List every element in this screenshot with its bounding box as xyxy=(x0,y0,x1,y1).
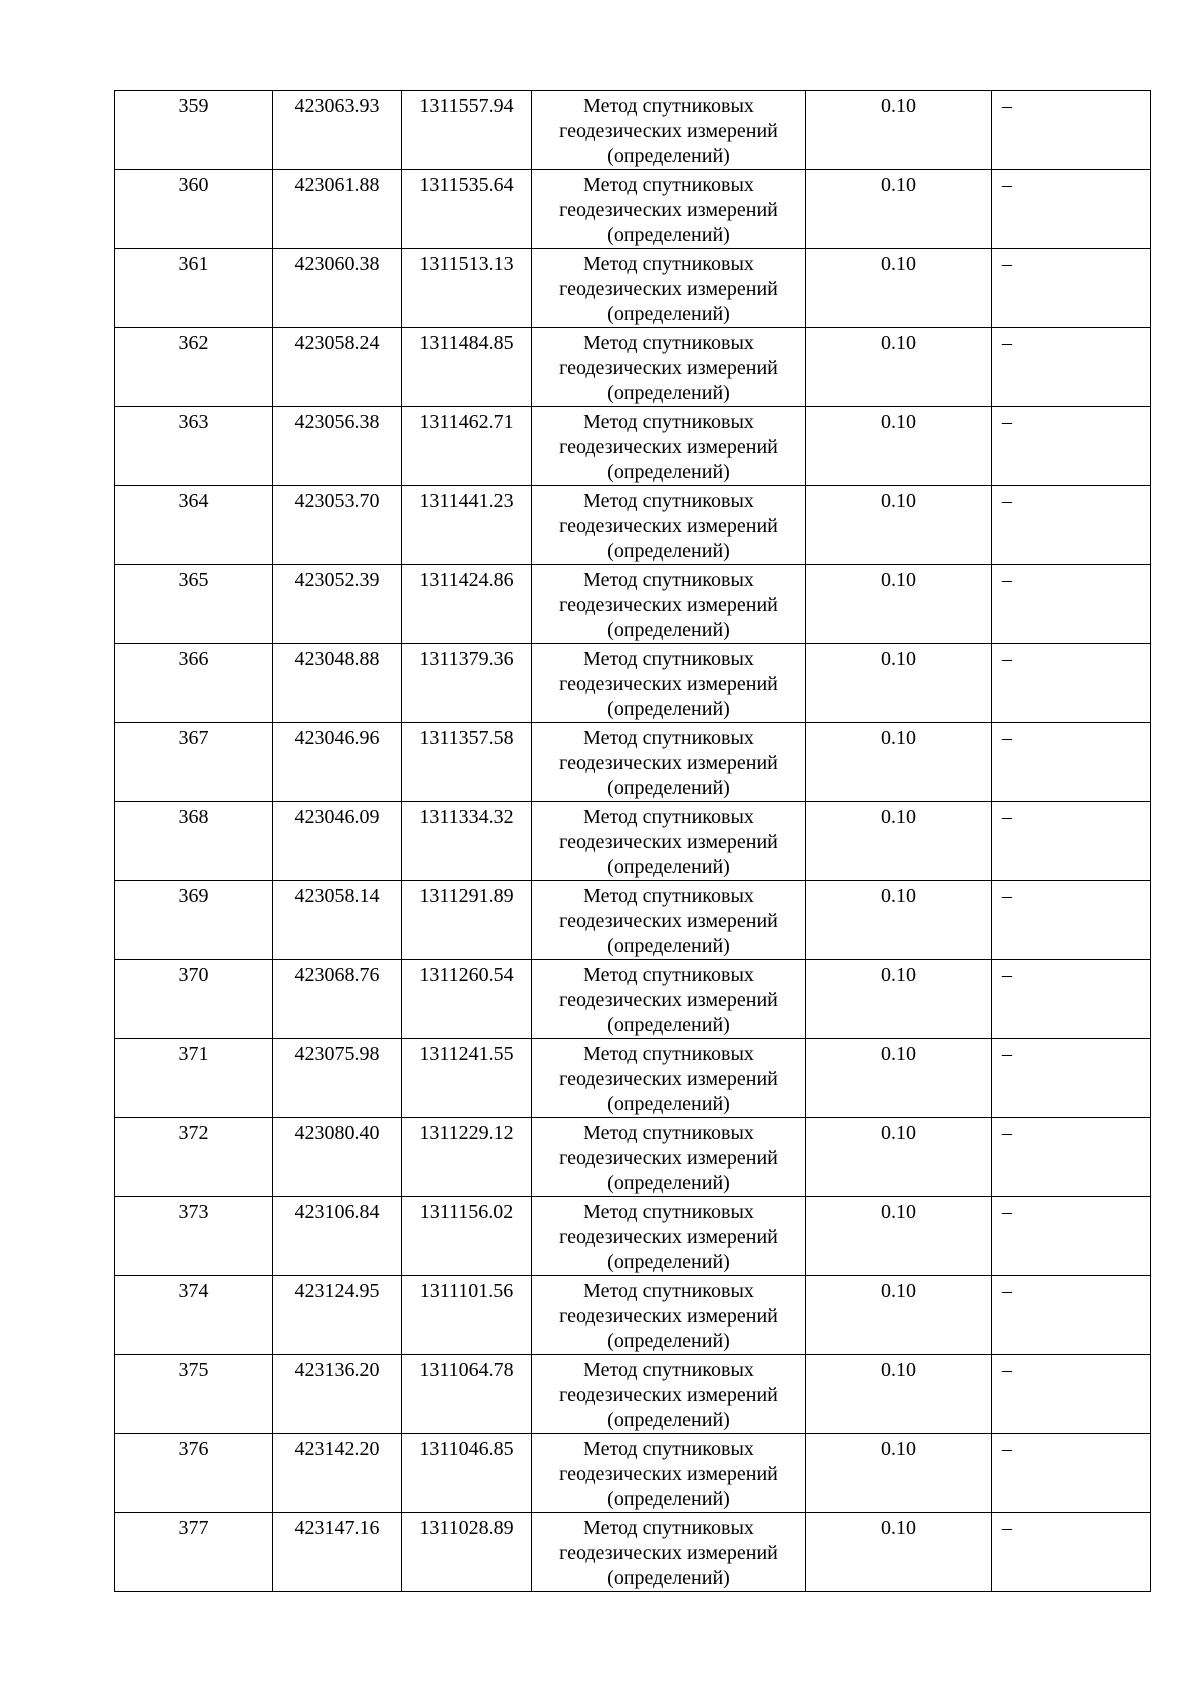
coord-y-cell: 1311229.12 xyxy=(402,1118,532,1197)
point-number-cell: 360 xyxy=(115,170,273,249)
coord-y-cell: 1311334.32 xyxy=(402,802,532,881)
table-row xyxy=(115,644,1151,723)
method-cell: Метод спутниковых геодезических измерений (определений) xyxy=(532,407,806,486)
accuracy-cell: 0.10 xyxy=(806,249,992,328)
note-cell: – xyxy=(992,881,1151,960)
table-row xyxy=(115,960,1151,1039)
point-number-cell: 370 xyxy=(115,960,273,1039)
note-cell: – xyxy=(992,565,1151,644)
coordinates-table xyxy=(114,90,1151,1592)
note-cell: – xyxy=(992,486,1151,565)
coord-x-cell: 423147.16 xyxy=(273,1513,402,1592)
coord-y-cell: 1311101.56 xyxy=(402,1276,532,1355)
coord-y-cell: 1311424.86 xyxy=(402,565,532,644)
point-number-cell: 376 xyxy=(115,1434,273,1513)
coord-x-cell: 423063.93 xyxy=(273,91,402,170)
table-row xyxy=(115,802,1151,881)
coord-y-cell: 1311064.78 xyxy=(402,1355,532,1434)
table-row xyxy=(115,1276,1151,1355)
point-number-cell: 361 xyxy=(115,249,273,328)
accuracy-cell: 0.10 xyxy=(806,1276,992,1355)
coord-x-cell: 423053.70 xyxy=(273,486,402,565)
coord-x-cell: 423106.84 xyxy=(273,1197,402,1276)
coord-x-cell: 423046.09 xyxy=(273,802,402,881)
point-number-cell: 365 xyxy=(115,565,273,644)
accuracy-cell: 0.10 xyxy=(806,881,992,960)
table-row xyxy=(115,723,1151,802)
table-row xyxy=(115,1434,1151,1513)
accuracy-cell: 0.10 xyxy=(806,802,992,881)
note-cell: – xyxy=(992,1276,1151,1355)
coord-x-cell: 423052.39 xyxy=(273,565,402,644)
method-cell: Метод спутниковых геодезических измерений (определений) xyxy=(532,1118,806,1197)
accuracy-cell: 0.10 xyxy=(806,1197,992,1276)
point-number-cell: 363 xyxy=(115,407,273,486)
note-cell: – xyxy=(992,1197,1151,1276)
note-cell: – xyxy=(992,328,1151,407)
note-cell: – xyxy=(992,960,1151,1039)
table-row xyxy=(115,1039,1151,1118)
note-cell: – xyxy=(992,249,1151,328)
point-number-cell: 371 xyxy=(115,1039,273,1118)
coord-x-cell: 423058.24 xyxy=(273,328,402,407)
table-row xyxy=(115,1197,1151,1276)
note-cell: – xyxy=(992,1434,1151,1513)
coord-y-cell: 1311484.85 xyxy=(402,328,532,407)
table-row xyxy=(115,328,1151,407)
point-number-cell: 362 xyxy=(115,328,273,407)
table-row xyxy=(115,1513,1151,1592)
table-row xyxy=(115,249,1151,328)
coord-y-cell: 1311046.85 xyxy=(402,1434,532,1513)
point-number-cell: 374 xyxy=(115,1276,273,1355)
point-number-cell: 364 xyxy=(115,486,273,565)
table-row xyxy=(115,91,1151,170)
accuracy-cell: 0.10 xyxy=(806,407,992,486)
method-cell: Метод спутниковых геодезических измерений (определений) xyxy=(532,170,806,249)
coord-y-cell: 1311156.02 xyxy=(402,1197,532,1276)
note-cell: – xyxy=(992,802,1151,881)
accuracy-cell: 0.10 xyxy=(806,1039,992,1118)
note-cell: – xyxy=(992,1039,1151,1118)
note-cell: – xyxy=(992,1118,1151,1197)
method-cell: Метод спутниковых геодезических измерений (определений) xyxy=(532,1355,806,1434)
coord-x-cell: 423080.40 xyxy=(273,1118,402,1197)
coord-x-cell: 423061.88 xyxy=(273,170,402,249)
table-row xyxy=(115,170,1151,249)
coord-x-cell: 423060.38 xyxy=(273,249,402,328)
accuracy-cell: 0.10 xyxy=(806,170,992,249)
method-cell: Метод спутниковых геодезических измерений (определений) xyxy=(532,1434,806,1513)
point-number-cell: 373 xyxy=(115,1197,273,1276)
coord-x-cell: 423048.88 xyxy=(273,644,402,723)
method-cell: Метод спутниковых геодезических измерений (определений) xyxy=(532,723,806,802)
point-number-cell: 375 xyxy=(115,1355,273,1434)
coord-x-cell: 423046.96 xyxy=(273,723,402,802)
table-row xyxy=(115,486,1151,565)
note-cell: – xyxy=(992,723,1151,802)
coord-y-cell: 1311535.64 xyxy=(402,170,532,249)
coord-y-cell: 1311462.71 xyxy=(402,407,532,486)
table-row xyxy=(115,1355,1151,1434)
note-cell: – xyxy=(992,1355,1151,1434)
point-number-cell: 372 xyxy=(115,1118,273,1197)
accuracy-cell: 0.10 xyxy=(806,1118,992,1197)
method-cell: Метод спутниковых геодезических измерений (определений) xyxy=(532,1039,806,1118)
coord-y-cell: 1311379.36 xyxy=(402,644,532,723)
accuracy-cell: 0.10 xyxy=(806,723,992,802)
method-cell: Метод спутниковых геодезических измерений (определений) xyxy=(532,1513,806,1592)
method-cell: Метод спутниковых геодезических измерений (определений) xyxy=(532,960,806,1039)
coord-y-cell: 1311513.13 xyxy=(402,249,532,328)
coord-x-cell: 423136.20 xyxy=(273,1355,402,1434)
method-cell: Метод спутниковых геодезических измерений (определений) xyxy=(532,328,806,407)
table-row xyxy=(115,407,1151,486)
point-number-cell: 367 xyxy=(115,723,273,802)
coord-y-cell: 1311557.94 xyxy=(402,91,532,170)
table-row xyxy=(115,565,1151,644)
method-cell: Метод спутниковых геодезических измерений (определений) xyxy=(532,486,806,565)
accuracy-cell: 0.10 xyxy=(806,644,992,723)
note-cell: – xyxy=(992,1513,1151,1592)
accuracy-cell: 0.10 xyxy=(806,565,992,644)
point-number-cell: 366 xyxy=(115,644,273,723)
note-cell: – xyxy=(992,91,1151,170)
coord-y-cell: 1311357.58 xyxy=(402,723,532,802)
coord-x-cell: 423075.98 xyxy=(273,1039,402,1118)
method-cell: Метод спутниковых геодезических измерений (определений) xyxy=(532,802,806,881)
point-number-cell: 369 xyxy=(115,881,273,960)
coord-x-cell: 423124.95 xyxy=(273,1276,402,1355)
note-cell: – xyxy=(992,407,1151,486)
coord-x-cell: 423142.20 xyxy=(273,1434,402,1513)
coord-y-cell: 1311441.23 xyxy=(402,486,532,565)
note-cell: – xyxy=(992,644,1151,723)
accuracy-cell: 0.10 xyxy=(806,1355,992,1434)
method-cell: Метод спутниковых геодезических измерений (определений) xyxy=(532,91,806,170)
point-number-cell: 377 xyxy=(115,1513,273,1592)
accuracy-cell: 0.10 xyxy=(806,91,992,170)
note-cell: – xyxy=(992,170,1151,249)
coord-x-cell: 423056.38 xyxy=(273,407,402,486)
coord-x-cell: 423058.14 xyxy=(273,881,402,960)
method-cell: Метод спутниковых геодезических измерений (определений) xyxy=(532,881,806,960)
method-cell: Метод спутниковых геодезических измерений (определений) xyxy=(532,565,806,644)
table-row xyxy=(115,881,1151,960)
method-cell: Метод спутниковых геодезических измерений (определений) xyxy=(532,249,806,328)
method-cell: Метод спутниковых геодезических измерений (определений) xyxy=(532,644,806,723)
accuracy-cell: 0.10 xyxy=(806,1434,992,1513)
point-number-cell: 359 xyxy=(115,91,273,170)
accuracy-cell: 0.10 xyxy=(806,486,992,565)
point-number-cell: 368 xyxy=(115,802,273,881)
accuracy-cell: 0.10 xyxy=(806,328,992,407)
table-row xyxy=(115,1118,1151,1197)
accuracy-cell: 0.10 xyxy=(806,1513,992,1592)
coord-y-cell: 1311291.89 xyxy=(402,881,532,960)
coord-y-cell: 1311260.54 xyxy=(402,960,532,1039)
method-cell: Метод спутниковых геодезических измерений (определений) xyxy=(532,1197,806,1276)
coord-x-cell: 423068.76 xyxy=(273,960,402,1039)
coord-y-cell: 1311028.89 xyxy=(402,1513,532,1592)
method-cell: Метод спутниковых геодезических измерений (определений) xyxy=(532,1276,806,1355)
accuracy-cell: 0.10 xyxy=(806,960,992,1039)
coord-y-cell: 1311241.55 xyxy=(402,1039,532,1118)
